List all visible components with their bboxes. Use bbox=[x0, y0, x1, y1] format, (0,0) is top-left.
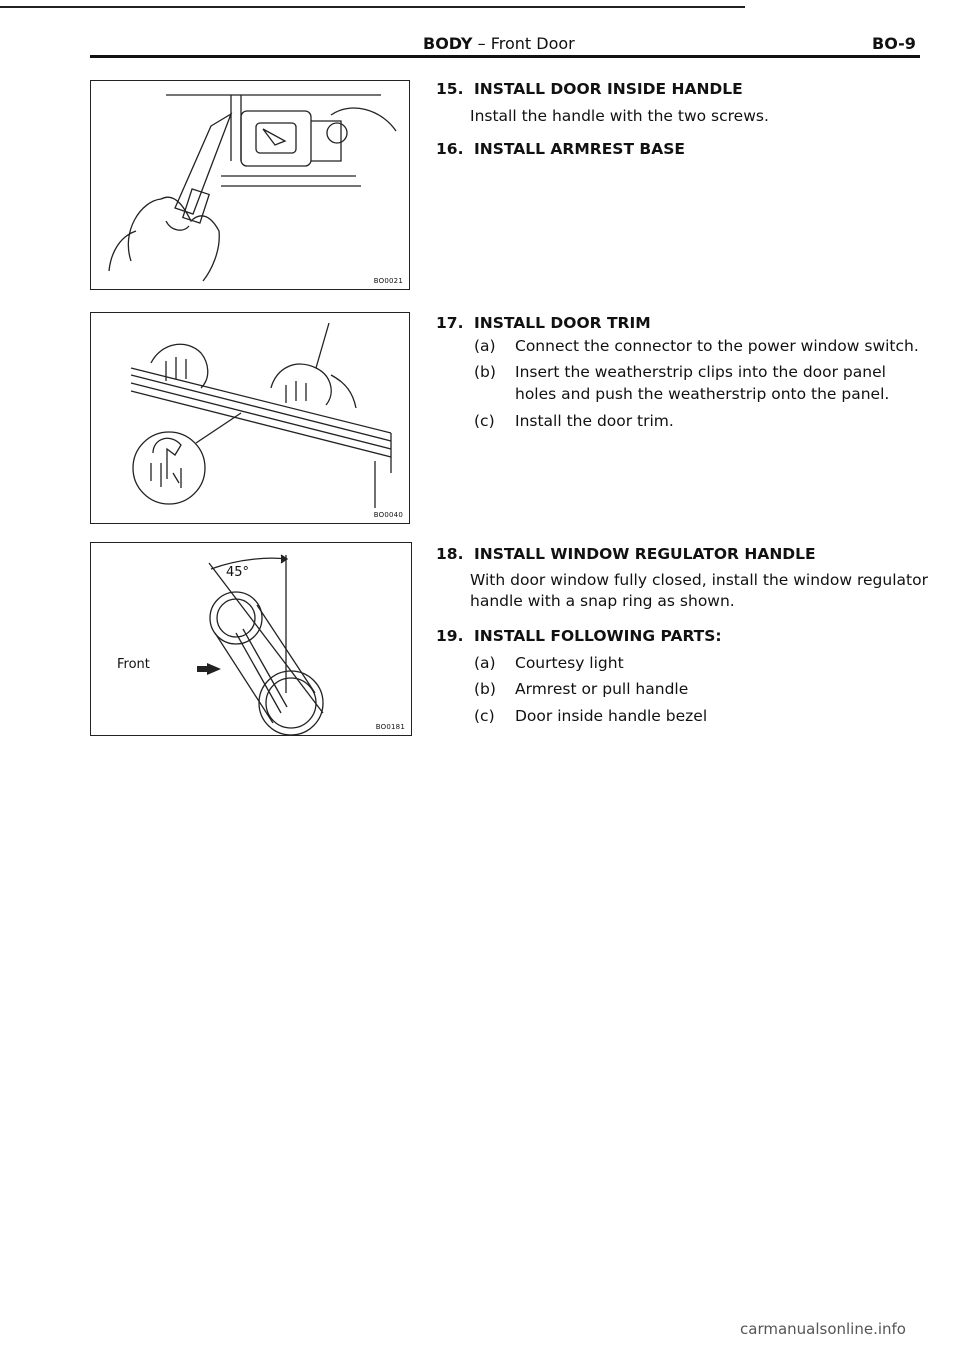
step-18-text: With door window fully closed, install the window regulator handle with a snap ring as shown. bbox=[470, 571, 928, 610]
item-label: (c) bbox=[474, 412, 495, 430]
step-title: INSTALL DOOR INSIDE HANDLE bbox=[474, 80, 743, 98]
step-number: 15. bbox=[436, 80, 464, 98]
weatherstrip-illustration bbox=[91, 313, 409, 523]
page-number: BO-9 bbox=[872, 34, 916, 53]
item-text: Armrest or pull handle bbox=[515, 680, 689, 698]
header-rule bbox=[90, 55, 920, 58]
page-title bbox=[423, 34, 575, 53]
watermark-link[interactable]: carmanualsonline.info bbox=[740, 1320, 906, 1338]
item-text: Install the door trim. bbox=[515, 412, 674, 430]
step-number: 18. bbox=[436, 545, 464, 563]
step-title: INSTALL FOLLOWING PARTS: bbox=[474, 627, 722, 645]
step-title: INSTALL WINDOW REGULATOR HANDLE bbox=[474, 545, 816, 563]
item-label: (b) bbox=[474, 680, 496, 698]
title-separator: – bbox=[477, 34, 486, 53]
item-label: (a) bbox=[474, 654, 496, 672]
subsection-title: Front Door bbox=[490, 34, 575, 53]
step-title: INSTALL DOOR TRIM bbox=[474, 314, 651, 332]
item-text: Insert the weatherstrip clips into the door panel holes and push the weatherstrip onto the panel. bbox=[515, 363, 890, 403]
item-label: (b) bbox=[474, 363, 496, 381]
step-number: 16. bbox=[436, 140, 464, 158]
figure-code: BO0021 bbox=[373, 277, 403, 285]
item-label: (a) bbox=[474, 337, 496, 355]
step-number: 17. bbox=[436, 314, 464, 332]
top-rule bbox=[0, 6, 745, 8]
figure-code: BO0181 bbox=[375, 723, 405, 731]
door-handle-illustration bbox=[91, 81, 409, 289]
front-direction-label: Front bbox=[117, 657, 150, 672]
figure-weatherstrip bbox=[90, 312, 410, 524]
item-text: Courtesy light bbox=[515, 654, 624, 672]
figure-code: BO0040 bbox=[373, 511, 403, 519]
step-title: INSTALL ARMREST BASE bbox=[474, 140, 685, 158]
step-number: 19. bbox=[436, 627, 464, 645]
step-15-text: Install the handle with the two screws. bbox=[470, 107, 769, 125]
figure-door-inside-handle bbox=[90, 80, 410, 290]
section-title: BODY bbox=[423, 34, 473, 53]
regulator-handle-illustration bbox=[91, 543, 411, 735]
figure-regulator-handle bbox=[90, 542, 412, 736]
item-text: Connect the connector to the power window switch. bbox=[515, 337, 919, 355]
item-text: Door inside handle bezel bbox=[515, 707, 708, 725]
angle-label: 45° bbox=[226, 565, 250, 580]
item-label: (c) bbox=[474, 707, 495, 725]
